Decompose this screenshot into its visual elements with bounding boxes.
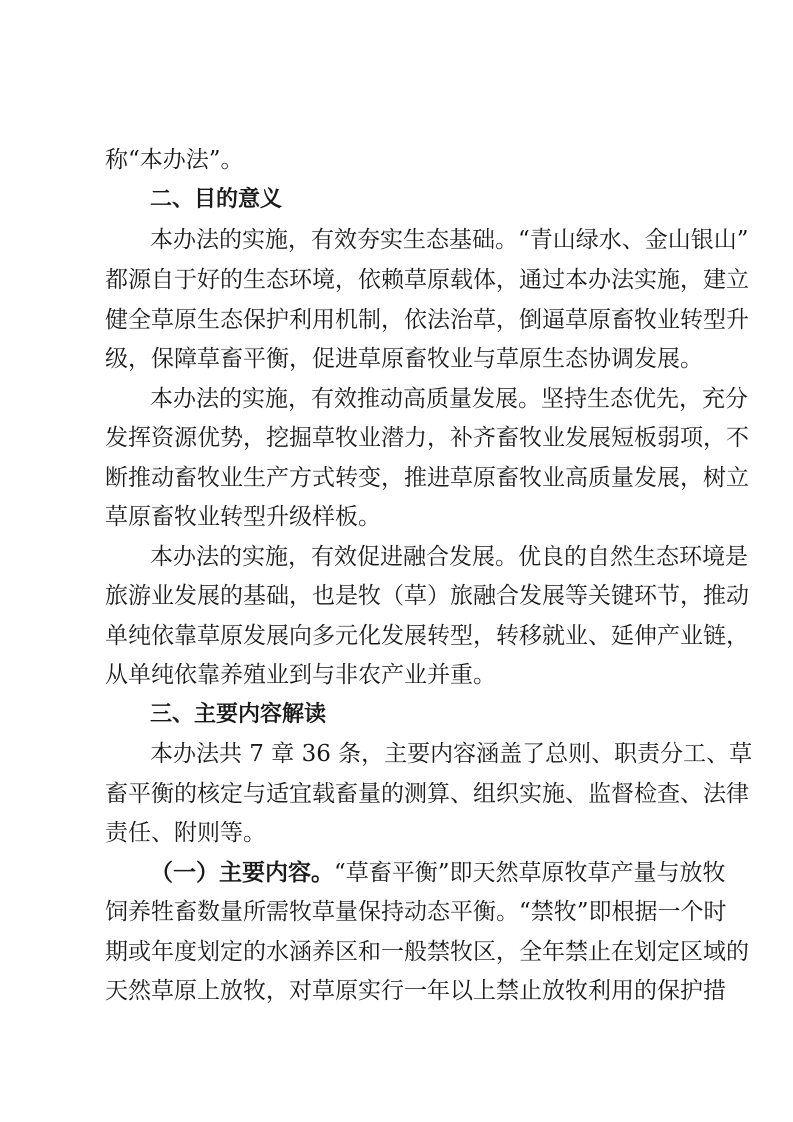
paragraph-line: 畜平衡的核定与适宜载畜量的测算、组织实施、监督检查、法律 xyxy=(105,781,749,807)
paragraph-line: 称“本办法”。 xyxy=(105,147,244,173)
paragraph-line: 期或年度划定的水涵养区和一般禁牧区，全年禁止在划定区域的 xyxy=(105,939,749,965)
paragraph-line: 本办法共 7 章 36 条，主要内容涵盖了总则、职责分工、草 xyxy=(150,741,753,767)
paragraph-line: 级，保障草畜平衡，促进草原畜牧业与草原生态协调发展。 xyxy=(105,346,703,372)
paragraph-line: 发挥资源优势，挖掘草牧业潜力，补齐畜牧业发展短板弱项，不 xyxy=(105,425,749,451)
paragraph-text: “草畜平衡”即天然草原牧草产量与放牧 xyxy=(334,860,726,886)
paragraph-line: 本办法的实施，有效促进融合发展。优良的自然生态环境是 xyxy=(150,544,748,570)
paragraph-line: 从单纯依靠养殖业到与非农产业并重。 xyxy=(105,662,496,688)
paragraph-line: 天然草原上放牧，对草原实行一年以上禁止放牧利用的保护措 xyxy=(105,978,726,1004)
paragraph-line: 草原畜牧业转型升级样板。 xyxy=(105,504,381,530)
subsection-heading-main-content: （一）主要内容。 xyxy=(150,860,334,886)
paragraph-line: 断推动畜牧业生产方式转变，推进草原畜牧业高质量发展，树立 xyxy=(105,465,749,491)
paragraph-line: 本办法的实施，有效夯实生态基础。“青山绿水、金山银山” xyxy=(150,227,749,253)
paragraph-line: 责任、附则等。 xyxy=(105,820,266,846)
paragraph-line: 旅游业发展的基础，也是牧（草）旅融合发展等关键环节，推动 xyxy=(105,583,749,609)
section-heading-purpose: 二、目的意义 xyxy=(150,187,283,212)
paragraph-line: 单纯依靠草原发展向多元化发展转型，转移就业、延伸产业链， xyxy=(105,623,749,649)
section-heading-content: 三、主要内容解读 xyxy=(150,702,327,727)
paragraph-line: 饲养牲畜数量所需牧草量保持动态平衡。“禁牧”即根据一个时 xyxy=(105,899,727,925)
paragraph-line: 都源自于好的生态环境，依赖草原载体，通过本办法实施，建立 xyxy=(105,267,749,293)
paragraph-line: 健全草原生态保护利用机制，依法治草，倒逼草原畜牧业转型升 xyxy=(105,307,749,333)
paragraph-line: 本办法的实施，有效推动高质量发展。坚持生态优先，充分 xyxy=(150,386,748,412)
paragraph-line xyxy=(150,853,726,893)
